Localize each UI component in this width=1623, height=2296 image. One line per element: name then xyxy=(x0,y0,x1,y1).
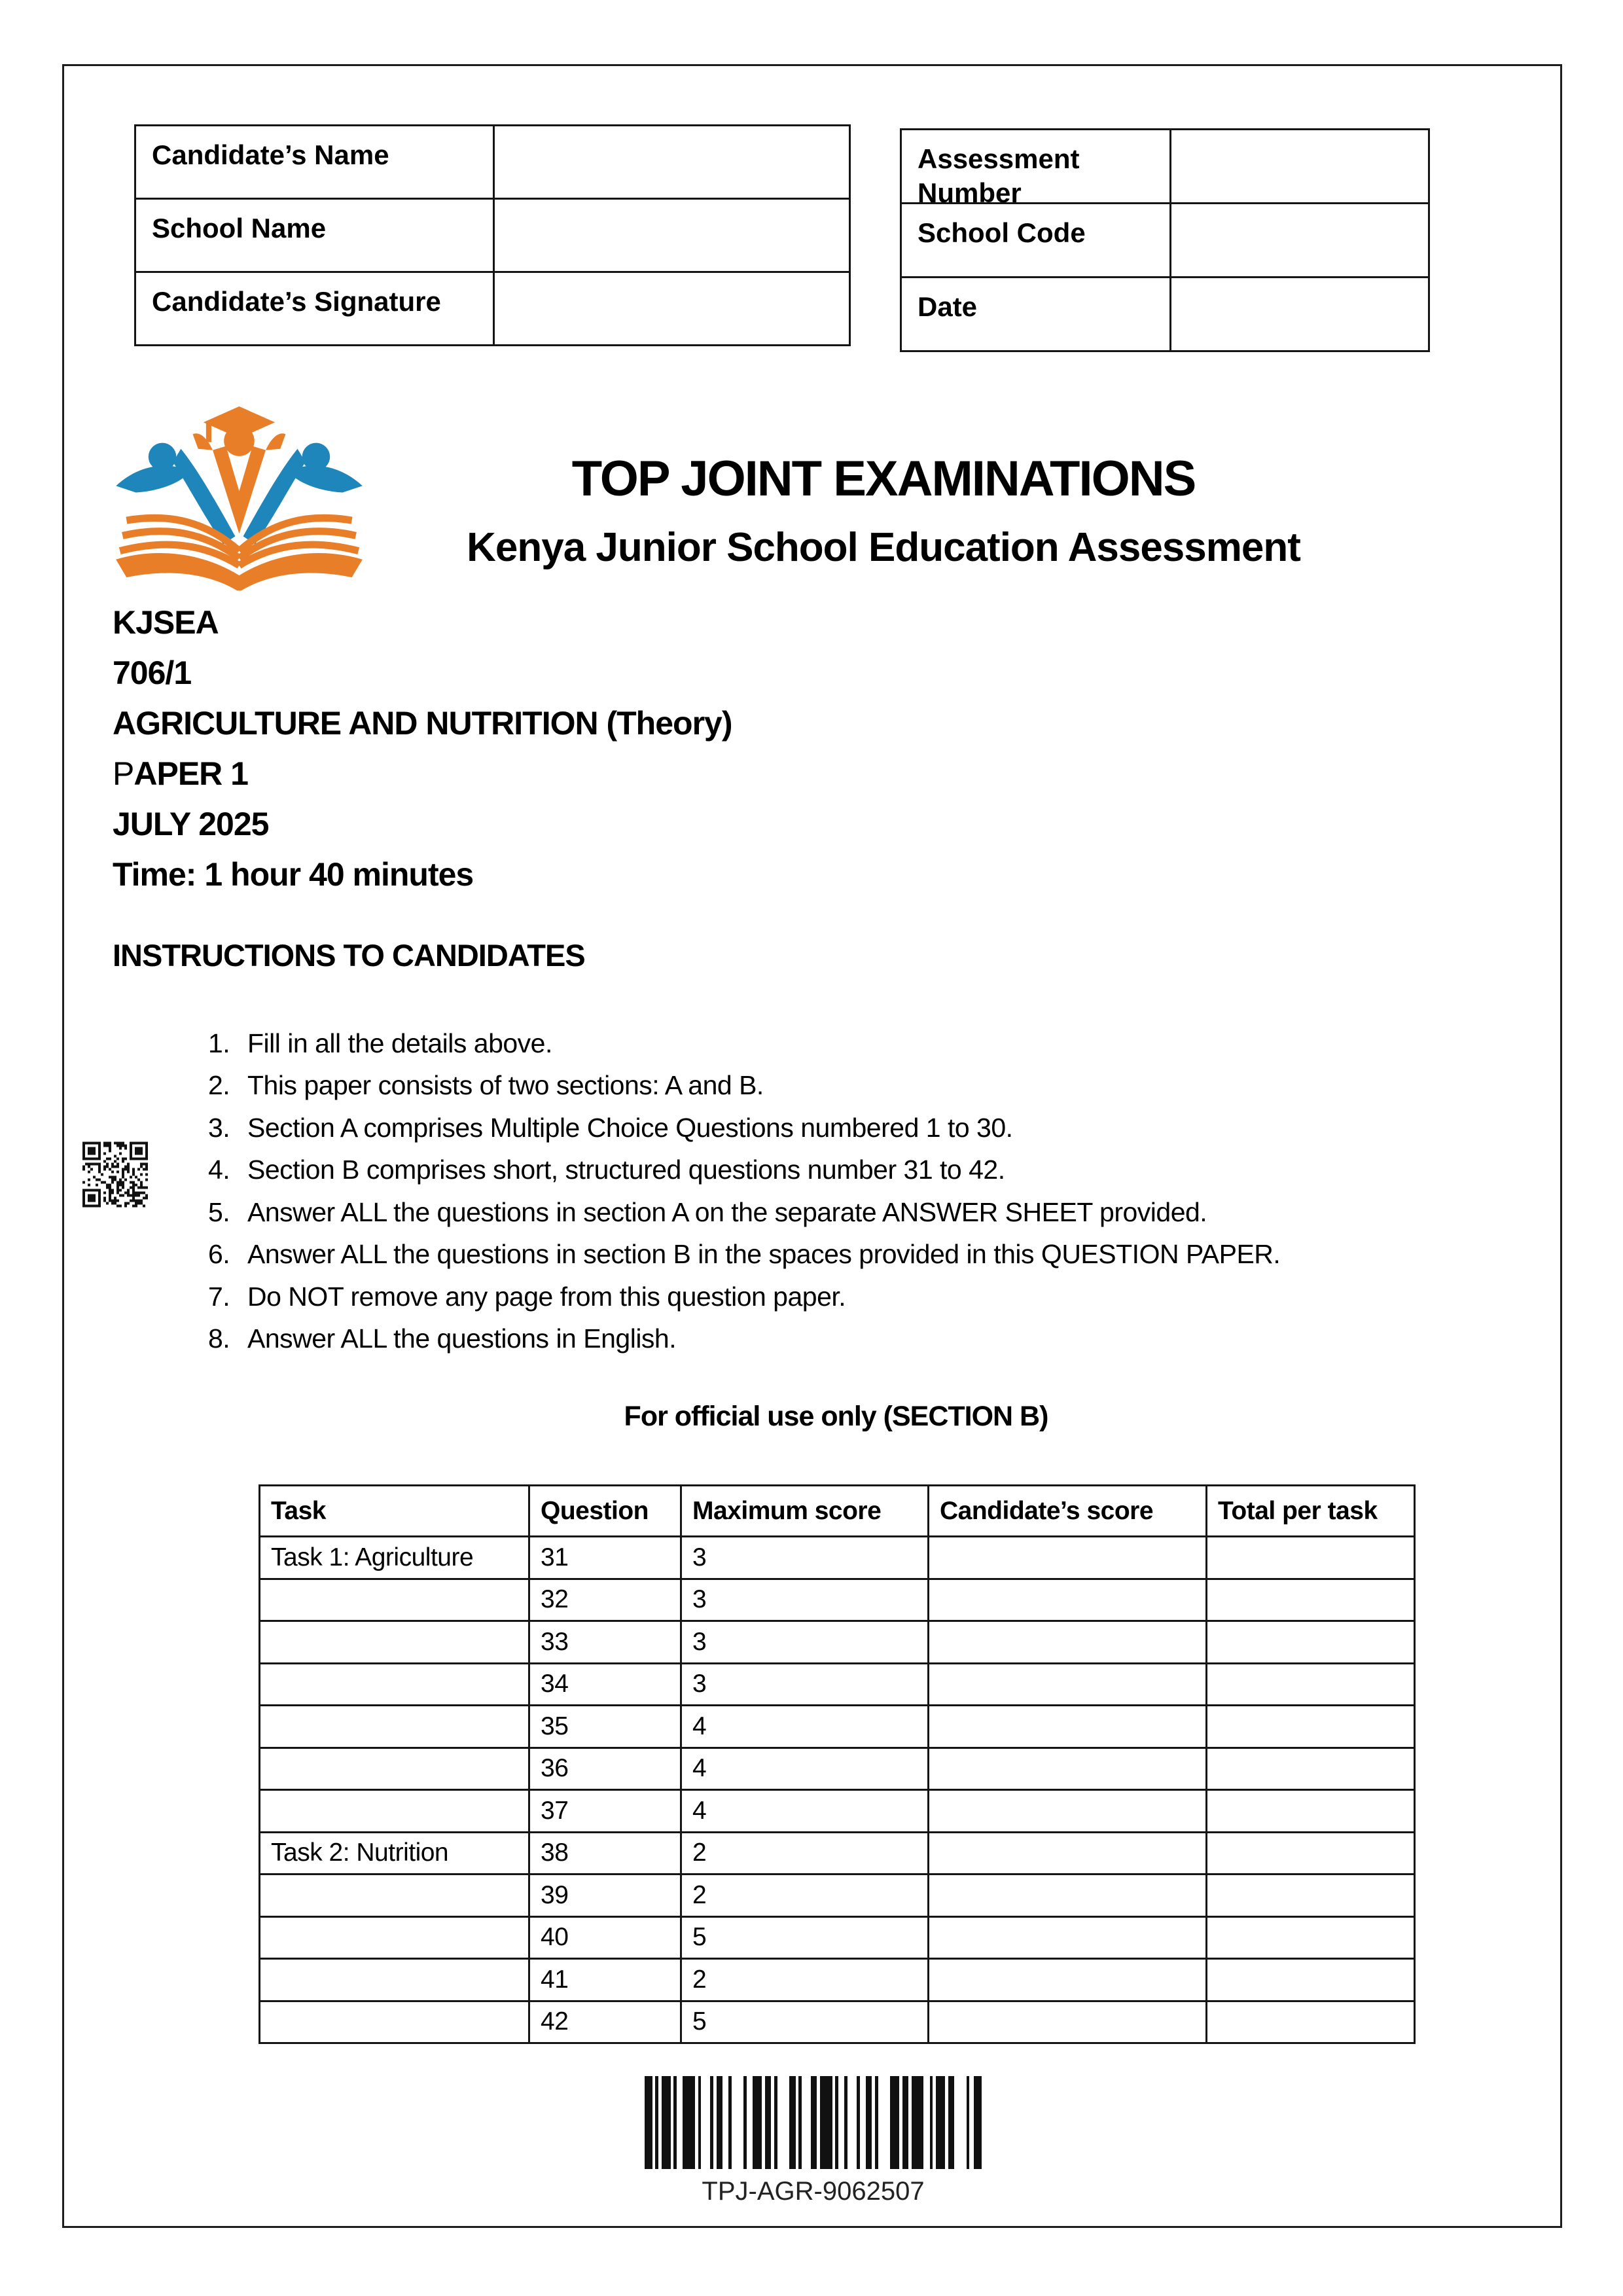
instruction-item xyxy=(208,1149,1280,1192)
instruction-text: Answer ALL the questions in section A on the separate ANSWER SHEET provided. xyxy=(247,1196,1207,1227)
barcode-bar xyxy=(753,2076,762,2169)
table-row xyxy=(260,1832,1415,1874)
maximum-score-cell: 5 xyxy=(681,2001,929,2043)
barcode-space xyxy=(878,2076,891,2169)
instruction-text: This paper consists of two sections: A and B. xyxy=(247,1070,764,1101)
total-per-task-cell xyxy=(1207,1537,1415,1579)
task-cell xyxy=(260,1621,529,1664)
question-cell: 35 xyxy=(529,1706,681,1748)
instruction-text: Section B comprises short, structured questions number 31 to 42. xyxy=(247,1155,1005,1185)
barcode-bar xyxy=(948,2076,954,2169)
instruction-item xyxy=(208,1276,1280,1318)
total-per-task-cell xyxy=(1207,1706,1415,1748)
barcode-space xyxy=(923,2076,929,2169)
candidates-score-cell xyxy=(929,1621,1207,1664)
column-header-candidates-score: Candidate’s score xyxy=(929,1486,1207,1537)
total-per-task-cell xyxy=(1207,1663,1415,1706)
instruction-number: 8. xyxy=(208,1323,230,1354)
maximum-score-cell: 3 xyxy=(681,1663,929,1706)
instruction-number: 4. xyxy=(208,1155,230,1185)
column-header-total-per-task: Total per task xyxy=(1207,1486,1415,1537)
barcode-bar xyxy=(789,2076,795,2169)
barcode xyxy=(645,2076,982,2169)
official-use-header-row xyxy=(260,1486,1415,1537)
question-cell: 31 xyxy=(529,1537,681,1579)
table-row xyxy=(260,1748,1415,1790)
question-cell: 39 xyxy=(529,1874,681,1917)
table-row xyxy=(260,1874,1415,1917)
maximum-score-cell: 3 xyxy=(681,1537,929,1579)
barcode-space xyxy=(860,2076,866,2169)
exam-subject: AGRICULTURE AND NUTRITION (Theory) xyxy=(113,705,732,742)
exam-board-logo-icon xyxy=(107,385,372,594)
instruction-text: Section A comprises Multiple Choice Questions numbered 1 to 30. xyxy=(247,1112,1013,1143)
task-cell xyxy=(260,1916,529,1959)
barcode-space xyxy=(722,2076,728,2169)
question-cell: 34 xyxy=(529,1663,681,1706)
barcode-bar xyxy=(902,2076,908,2169)
barcode-space xyxy=(954,2076,967,2169)
instructions-heading: INSTRUCTIONS TO CANDIDATES xyxy=(113,938,585,973)
total-per-task-cell xyxy=(1207,1959,1415,2001)
total-per-task-cell xyxy=(1207,1748,1415,1790)
task-cell xyxy=(260,1790,529,1833)
task-cell xyxy=(260,1579,529,1621)
exam-paper-code: 706/1 xyxy=(113,655,192,691)
total-per-task-cell xyxy=(1207,1874,1415,1917)
maximum-score-cell: 4 xyxy=(681,1790,929,1833)
task-cell: Task 2: Nutrition xyxy=(260,1832,529,1874)
maximum-score-cell: 4 xyxy=(681,1748,929,1790)
instruction-item xyxy=(208,1107,1280,1149)
question-cell: 41 xyxy=(529,1959,681,2001)
candidates-score-cell xyxy=(929,1537,1207,1579)
barcode-bar xyxy=(811,2076,817,2169)
school-code-field xyxy=(1171,204,1430,278)
candidates-score-cell xyxy=(929,2001,1207,2043)
task-cell xyxy=(260,1663,529,1706)
barcode-bar xyxy=(645,2076,652,2169)
task-cell xyxy=(260,1874,529,1917)
date-label: Date xyxy=(902,278,1171,352)
barcode-bar xyxy=(662,2076,671,2169)
barcode-bar xyxy=(974,2076,982,2169)
page-subtitle: Kenya Junior School Education Assessment xyxy=(467,525,1300,570)
official-use-heading: For official use only (SECTION B) xyxy=(624,1401,1048,1432)
task-cell xyxy=(260,2001,529,2043)
instruction-number: 1. xyxy=(208,1028,230,1058)
total-per-task-cell xyxy=(1207,1916,1415,1959)
question-cell: 33 xyxy=(529,1621,681,1664)
barcode-space xyxy=(802,2076,811,2169)
question-cell: 37 xyxy=(529,1790,681,1833)
table-row xyxy=(260,1663,1415,1706)
barcode-space xyxy=(701,2076,710,2169)
instruction-item xyxy=(208,1191,1280,1234)
barcode-bar xyxy=(890,2076,899,2169)
total-per-task-cell xyxy=(1207,1832,1415,1874)
table-row xyxy=(260,1916,1415,1959)
task-cell: Task 1: Agriculture xyxy=(260,1537,529,1579)
barcode-bar xyxy=(765,2076,771,2169)
total-per-task-cell xyxy=(1207,1790,1415,1833)
barcode-bar xyxy=(936,2076,945,2169)
total-per-task-cell xyxy=(1207,2001,1415,2043)
instruction-number: 3. xyxy=(208,1112,230,1143)
barcode-bar xyxy=(866,2076,872,2169)
candidate-details-table xyxy=(134,124,851,346)
instruction-number: 6. xyxy=(208,1239,230,1270)
task-cell xyxy=(260,1959,529,2001)
exam-duration: Time: 1 hour 40 minutes xyxy=(113,856,474,893)
school-name-field xyxy=(495,200,851,273)
table-row xyxy=(260,1706,1415,1748)
instruction-item xyxy=(208,1065,1280,1107)
official-use-table xyxy=(259,1484,1416,2044)
candidates-score-cell xyxy=(929,1916,1207,1959)
instruction-text: Answer ALL the questions in English. xyxy=(247,1323,677,1354)
qr-code-icon xyxy=(82,1140,148,1209)
question-cell: 40 xyxy=(529,1916,681,1959)
assessment-number-field xyxy=(1171,130,1430,204)
column-header-task: Task xyxy=(260,1486,529,1537)
title-block xyxy=(380,450,1387,571)
candidates-score-cell xyxy=(929,1706,1207,1748)
table-row xyxy=(260,2001,1415,2043)
instruction-item xyxy=(208,1318,1280,1361)
maximum-score-cell: 3 xyxy=(681,1579,929,1621)
instruction-text: Answer ALL the questions in section B in the spaces provided in this QUESTION PAPER. xyxy=(247,1239,1281,1270)
barcode-space xyxy=(732,2076,744,2169)
candidates-score-cell xyxy=(929,1748,1207,1790)
task-cell xyxy=(260,1748,529,1790)
instructions-list xyxy=(208,1022,1280,1360)
candidate-signature-field xyxy=(495,273,851,346)
barcode-space xyxy=(838,2076,844,2169)
maximum-score-cell: 3 xyxy=(681,1621,929,1664)
instruction-text: Do NOT remove any page from this question paper. xyxy=(247,1281,846,1312)
column-header-maximum-score: Maximum score xyxy=(681,1486,929,1537)
table-row xyxy=(260,1790,1415,1833)
column-header-question: Question xyxy=(529,1486,681,1537)
candidates-score-cell xyxy=(929,1874,1207,1917)
total-per-task-cell xyxy=(1207,1579,1415,1621)
question-cell: 32 xyxy=(529,1579,681,1621)
candidates-score-cell xyxy=(929,1959,1207,2001)
instruction-item xyxy=(208,1022,1280,1065)
barcode-bar xyxy=(717,2076,722,2169)
barcode-bar xyxy=(912,2076,924,2169)
question-cell: 38 xyxy=(529,1832,681,1874)
barcode-bar xyxy=(683,2076,695,2169)
candidates-score-cell xyxy=(929,1579,1207,1621)
instruction-number: 5. xyxy=(208,1196,230,1227)
paper-number-rest: APER 1 xyxy=(134,755,248,792)
candidate-signature-label: Candidate’s Signature xyxy=(136,273,495,346)
exam-meta-block xyxy=(113,598,732,900)
maximum-score-cell: 2 xyxy=(681,1874,929,1917)
barcode-space xyxy=(747,2076,753,2169)
table-row xyxy=(260,1959,1415,2001)
candidates-score-cell xyxy=(929,1663,1207,1706)
maximum-score-cell: 2 xyxy=(681,1959,929,2001)
barcode-space xyxy=(677,2076,683,2169)
exam-session: JULY 2025 xyxy=(113,806,269,842)
date-field xyxy=(1171,278,1430,352)
paper-number-first-letter: P xyxy=(113,755,134,792)
barcode-space xyxy=(777,2076,790,2169)
exam-paper-number xyxy=(113,749,732,799)
barcode-label: TPJ-AGR-9062507 xyxy=(702,2177,925,2206)
candidate-name-field xyxy=(495,126,851,200)
instruction-text: Fill in all the details above. xyxy=(247,1028,552,1058)
school-code-label: School Code xyxy=(902,204,1171,278)
page-title: TOP JOINT EXAMINATIONS xyxy=(571,451,1196,507)
instruction-number: 2. xyxy=(208,1070,230,1101)
assessment-number-label: Assessment Number xyxy=(902,130,1171,204)
barcode-space xyxy=(969,2076,974,2169)
exam-board-code: KJSEA xyxy=(113,604,219,641)
task-cell xyxy=(260,1706,529,1748)
instruction-item xyxy=(208,1234,1280,1276)
maximum-score-cell: 4 xyxy=(681,1706,929,1748)
table-row xyxy=(260,1579,1415,1621)
candidates-score-cell xyxy=(929,1832,1207,1874)
admin-details-table xyxy=(900,128,1430,352)
question-cell: 36 xyxy=(529,1748,681,1790)
maximum-score-cell: 5 xyxy=(681,1916,929,1959)
candidates-score-cell xyxy=(929,1790,1207,1833)
table-row xyxy=(260,1621,1415,1664)
barcode-bar xyxy=(820,2076,832,2169)
question-cell: 42 xyxy=(529,2001,681,2043)
total-per-task-cell xyxy=(1207,1621,1415,1664)
school-name-label: School Name xyxy=(136,200,495,273)
candidate-name-label: Candidate’s Name xyxy=(136,126,495,200)
maximum-score-cell: 2 xyxy=(681,1832,929,1874)
barcode-space xyxy=(847,2076,857,2169)
table-row xyxy=(260,1537,1415,1579)
instruction-number: 7. xyxy=(208,1281,230,1312)
